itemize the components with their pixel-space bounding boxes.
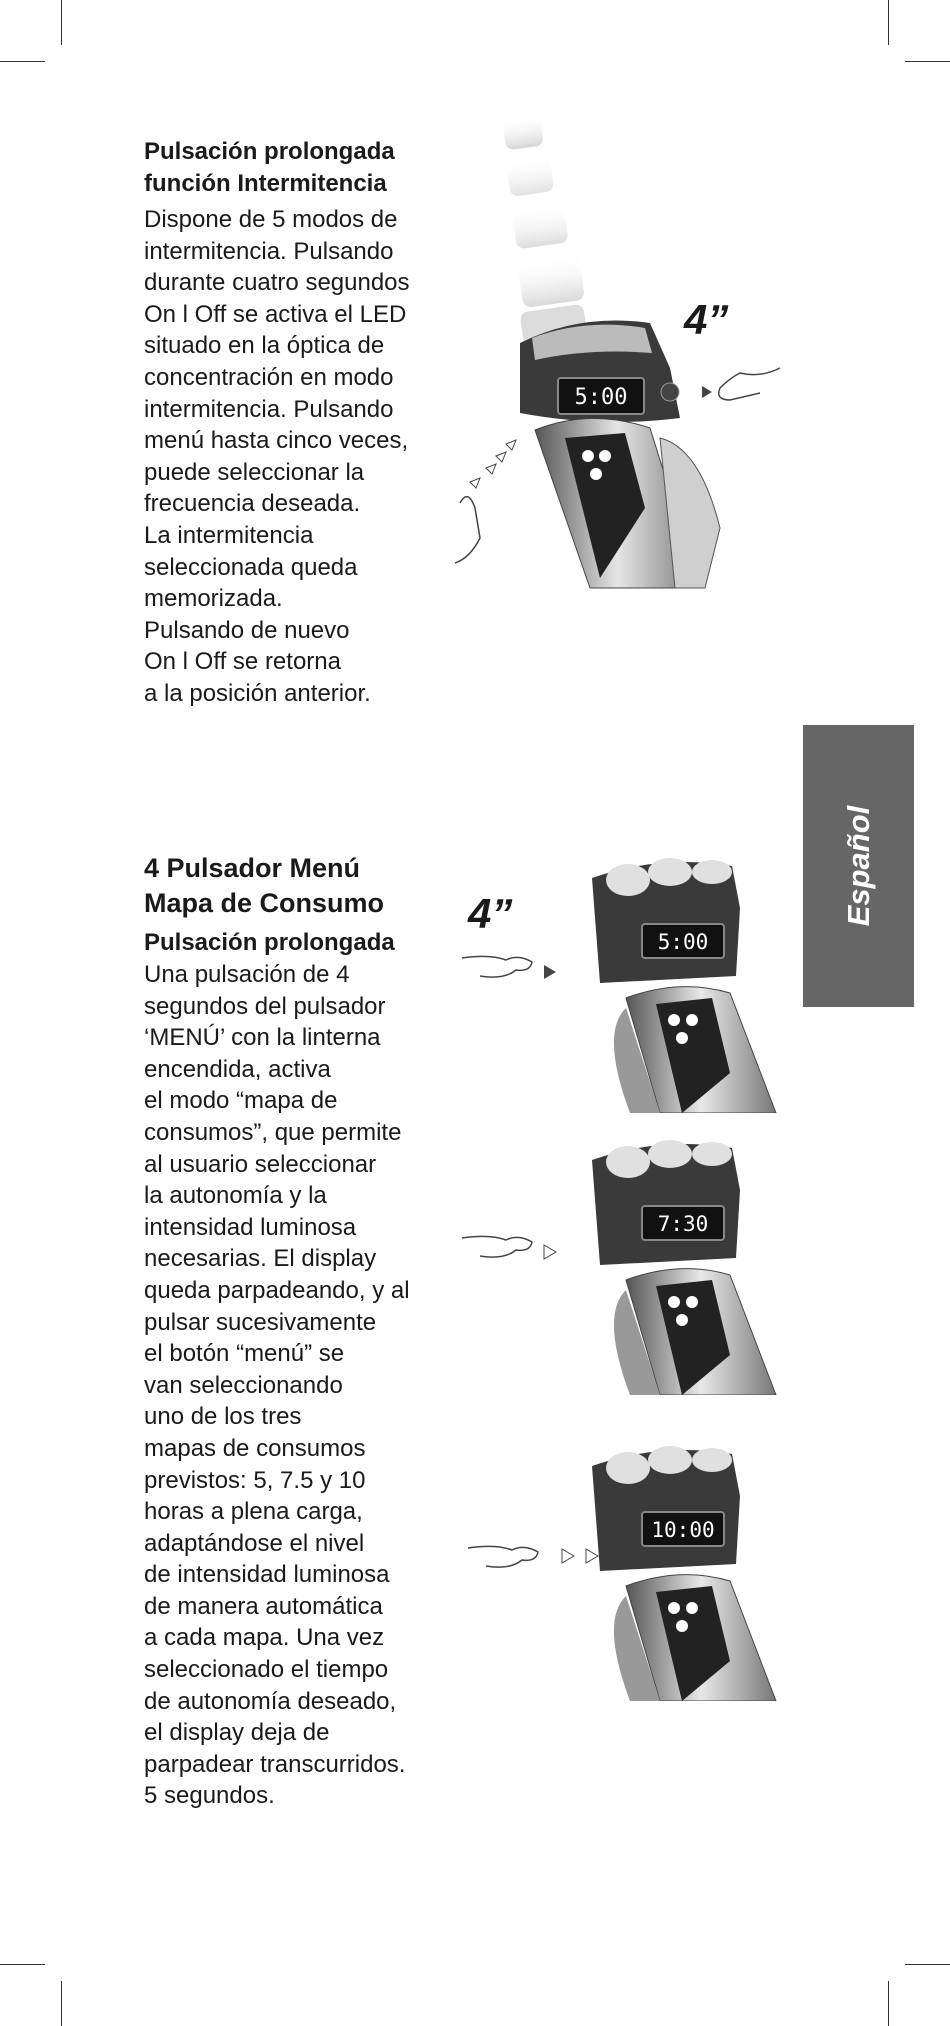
arrow-icon	[470, 440, 516, 488]
section2-text	[144, 851, 444, 1812]
body-line: puede seleccionar la	[144, 458, 365, 486]
body-line: adaptándose el nivel	[144, 1529, 365, 1557]
pointing-hand-icon	[468, 1546, 538, 1567]
flash-beam	[502, 114, 589, 353]
body-line: memorizada.	[144, 585, 283, 613]
body-line: la autonomía y la	[144, 1182, 327, 1210]
display-readout: 5:00	[574, 385, 628, 410]
crop-mark	[61, 1981, 62, 2026]
body-line: el modo “mapa de	[144, 1087, 338, 1115]
flashlight-head	[592, 1446, 740, 1571]
body-line: On l Off se activa el LED	[144, 300, 407, 328]
flashlight-body	[535, 418, 720, 588]
display-readout: 10:00	[651, 1518, 715, 1542]
body-line: 5 segundos.	[144, 1782, 275, 1810]
flashlight-body	[614, 1575, 776, 1701]
flashlight-flash-illustration	[440, 108, 800, 598]
body-line: queda parpadeando, y al	[144, 1276, 410, 1304]
body-line: On l Off se retorna	[144, 648, 341, 676]
language-tab	[803, 725, 914, 1007]
section1-heading	[144, 136, 444, 200]
hold-seconds-label: 4”	[684, 296, 729, 343]
title-line: Mapa de Consumo	[144, 888, 385, 918]
crop-mark	[905, 61, 950, 62]
flashlight-mode-illustration-1	[460, 858, 780, 1113]
flashlight-head	[592, 858, 740, 983]
arrow-icon	[586, 1549, 598, 1563]
section2-title	[144, 851, 444, 921]
crop-mark	[61, 0, 62, 45]
body-line: seleccionada queda	[144, 553, 358, 581]
body-line: al usuario seleccionar	[144, 1150, 377, 1178]
crop-mark	[0, 1964, 45, 1965]
body-line: mapas de consumos	[144, 1434, 366, 1462]
arrow-icon	[544, 965, 556, 979]
body-line: seleccionado el tiempo	[144, 1656, 389, 1684]
body-line: segundos del pulsador	[144, 992, 386, 1020]
body-line: de manera automática	[144, 1592, 383, 1620]
section2-subheading: Pulsación prolongada	[144, 929, 395, 956]
heading-line: Pulsación prolongada	[144, 138, 395, 165]
body-line: a la posición anterior.	[144, 679, 371, 707]
pointing-hand-icon	[462, 956, 532, 977]
body-line: Dispone de 5 modos de	[144, 206, 398, 233]
flashlight-mode-illustration-3	[460, 1446, 780, 1701]
body-line: Una pulsación de 4	[144, 961, 350, 988]
body-line: el botón “menú” se	[144, 1340, 345, 1368]
hold-seconds-label: 4”	[468, 890, 513, 937]
body-line: previstos: 5, 7.5 y 10	[144, 1466, 366, 1494]
body-line: pulsar sucesivamente	[144, 1308, 377, 1336]
language-tab-label: Español	[840, 805, 876, 927]
crop-mark	[0, 61, 45, 62]
body-line: encendida, activa	[144, 1055, 331, 1083]
body-line: parpadear transcurridos.	[144, 1750, 406, 1778]
body-line: durante cuatro segundos	[144, 269, 410, 297]
body-line: uno de los tres	[144, 1403, 302, 1431]
body-line: a cada mapa. Una vez	[144, 1624, 385, 1652]
body-line: intermitencia. Pulsando	[144, 237, 394, 265]
arrow-icon	[562, 1549, 574, 1563]
flashlight-mode-illustration-2	[460, 1140, 780, 1395]
crop-mark	[888, 0, 889, 45]
arrow-icon	[702, 386, 712, 398]
section1-body	[144, 204, 444, 710]
body-line: horas a plena carga,	[144, 1498, 363, 1526]
heading-line: función Intermitencia	[144, 170, 387, 197]
display-readout: 5:00	[657, 930, 709, 954]
crop-mark	[905, 1964, 950, 1965]
body-line: intermitencia. Pulsando	[144, 395, 394, 423]
body-line: el display deja de	[144, 1719, 330, 1747]
body-line: La intermitencia	[144, 521, 314, 549]
body-line: de autonomía deseado,	[144, 1687, 397, 1715]
body-line: consumos”, que permite	[144, 1118, 402, 1146]
body-line: concentración en modo	[144, 363, 394, 391]
section1-text	[144, 136, 444, 710]
crop-mark	[888, 1981, 889, 2026]
flashlight-body	[614, 987, 776, 1113]
flashlight-head	[592, 1140, 740, 1265]
body-line: intensidad luminosa	[144, 1213, 357, 1241]
pointing-hand-icon	[462, 1236, 532, 1257]
display-readout: 7:30	[657, 1212, 709, 1236]
body-line: van seleccionando	[144, 1371, 343, 1399]
body-line: situado en la óptica de	[144, 332, 385, 360]
body-line: frecuencia deseada.	[144, 490, 361, 518]
body-line: Pulsando de nuevo	[144, 616, 350, 644]
body-line: necesarias. El display	[144, 1245, 377, 1273]
title-line: 4 Pulsador Menú	[144, 853, 361, 883]
body-line: menú hasta cinco veces,	[144, 427, 409, 455]
section2-body	[144, 959, 444, 1812]
arrow-icon	[544, 1245, 556, 1259]
body-line: ‘MENÚ’ con la linterna	[144, 1024, 381, 1052]
body-line: de intensidad luminosa	[144, 1561, 390, 1589]
flashlight-body	[614, 1269, 776, 1395]
